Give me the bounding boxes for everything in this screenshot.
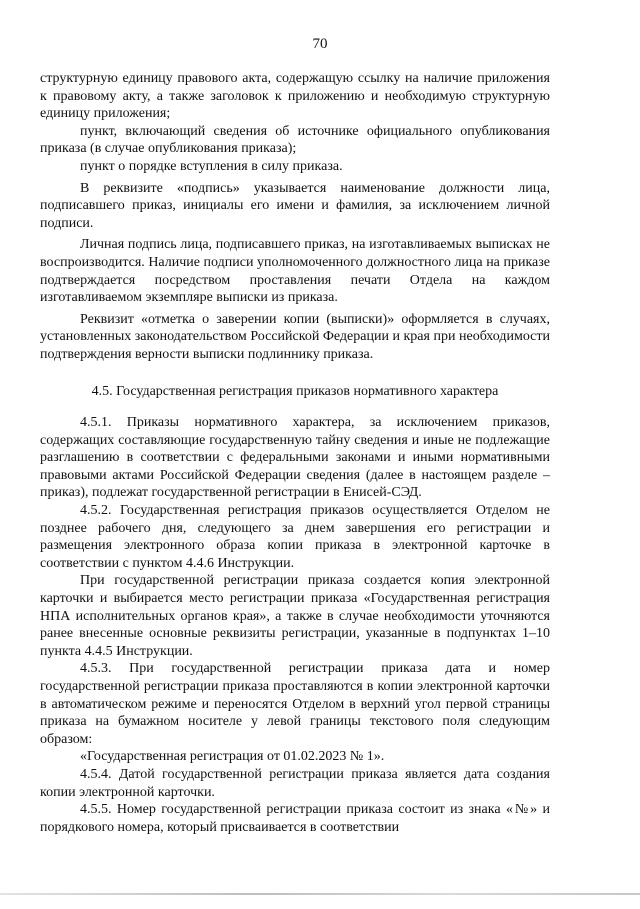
registration-example: «Государственная регистрация от 01.02.2023 № 1». xyxy=(80,749,385,765)
paragraph: структурную единицу правового акта, содержащую ссылку на наличие приложения к правовому акту, а также заголовок к приложению и необходимую структурную единицу приложения; xyxy=(40,71,550,122)
paragraph: 4.5.2. Государственная регистрация приказов осуществляется Отделом не позднее рабочего дня, следующего за днем завершения его регистрации и размещения электронного образа копии приказа в электронной карточке в соответствии с пунктом 4.4.6 Инструкции. xyxy=(40,503,550,571)
document-body xyxy=(40,70,550,836)
paragraph: пункт, включающий сведения об источнике официального опубликования приказа (в случае опубликования приказа); xyxy=(40,123,550,157)
paragraph: 4.5.1. Приказы нормативного характера, за исключением приказов, содержащих составляющие государственную тайну сведения и иные не подлежащие разглашению в соответствии с федеральными законами и иными нормативными правовыми актами Российской Федерации сведения (далее в настоящем разделе – приказ), подлежат государственной регистрации в Енисей-СЭД. xyxy=(40,415,550,501)
paragraph: Личная подпись лица, подписавшего приказ, на изготавливаемых выписках не воспроизводится. Наличие подписи уполномоченного должностного лица на приказе подтверждается посредством проставления печати Отдела на каждом изготавливаемом экземпляре выписки из приказа. xyxy=(40,237,550,306)
paragraph: 4.5.5. Номер государственной регистрации приказа состоит из знака «№» и порядкового номера, который присваивается в соответствии xyxy=(40,802,550,835)
paragraph: 4.5.3. При государственной регистрации приказа дата и номер государственной регистрации приказа проставляются в копии электронной карточки в автоматическом режиме и переносятся Отделом в верхний угол первой страницы приказа на бумажном носителе у левой границы текстового поля следующим образом: xyxy=(40,661,550,747)
paragraph: пункт о порядке вступления в силу приказа. xyxy=(80,158,343,174)
section-heading: 4.5. Государственная регистрация приказов нормативного характера xyxy=(91,383,499,399)
page-number: 70 xyxy=(312,36,328,52)
paragraph: Реквизит «отметка о заверении копии (выписки)» оформляется в случаях, установленных законодательством Российской Федерации и края при необходимости подтверждения верности выписки подлиннику приказа. xyxy=(40,311,550,362)
paragraph: При государственной регистрации приказа создается копия электронной карточки и выбирается место регистрации приказа «Государственная регистрация НПА исполнительных органов края», а также в случае необходимости уточняются ранее внесенные основные реквизиты регистрации, указанные в подпунктах 1–10 пункта 4.4.5 Инструкции. xyxy=(40,573,550,659)
paragraph: 4.5.4. Датой государственной регистрации приказа является дата создания копии электронной карточки. xyxy=(40,766,550,800)
paragraph: В реквизите «подпись» указывается наименование должности лица, подписавшего приказ, инициалы его имени и фамилия, за исключением личной подписи. xyxy=(40,180,550,231)
scan-artifact-line xyxy=(0,893,640,895)
